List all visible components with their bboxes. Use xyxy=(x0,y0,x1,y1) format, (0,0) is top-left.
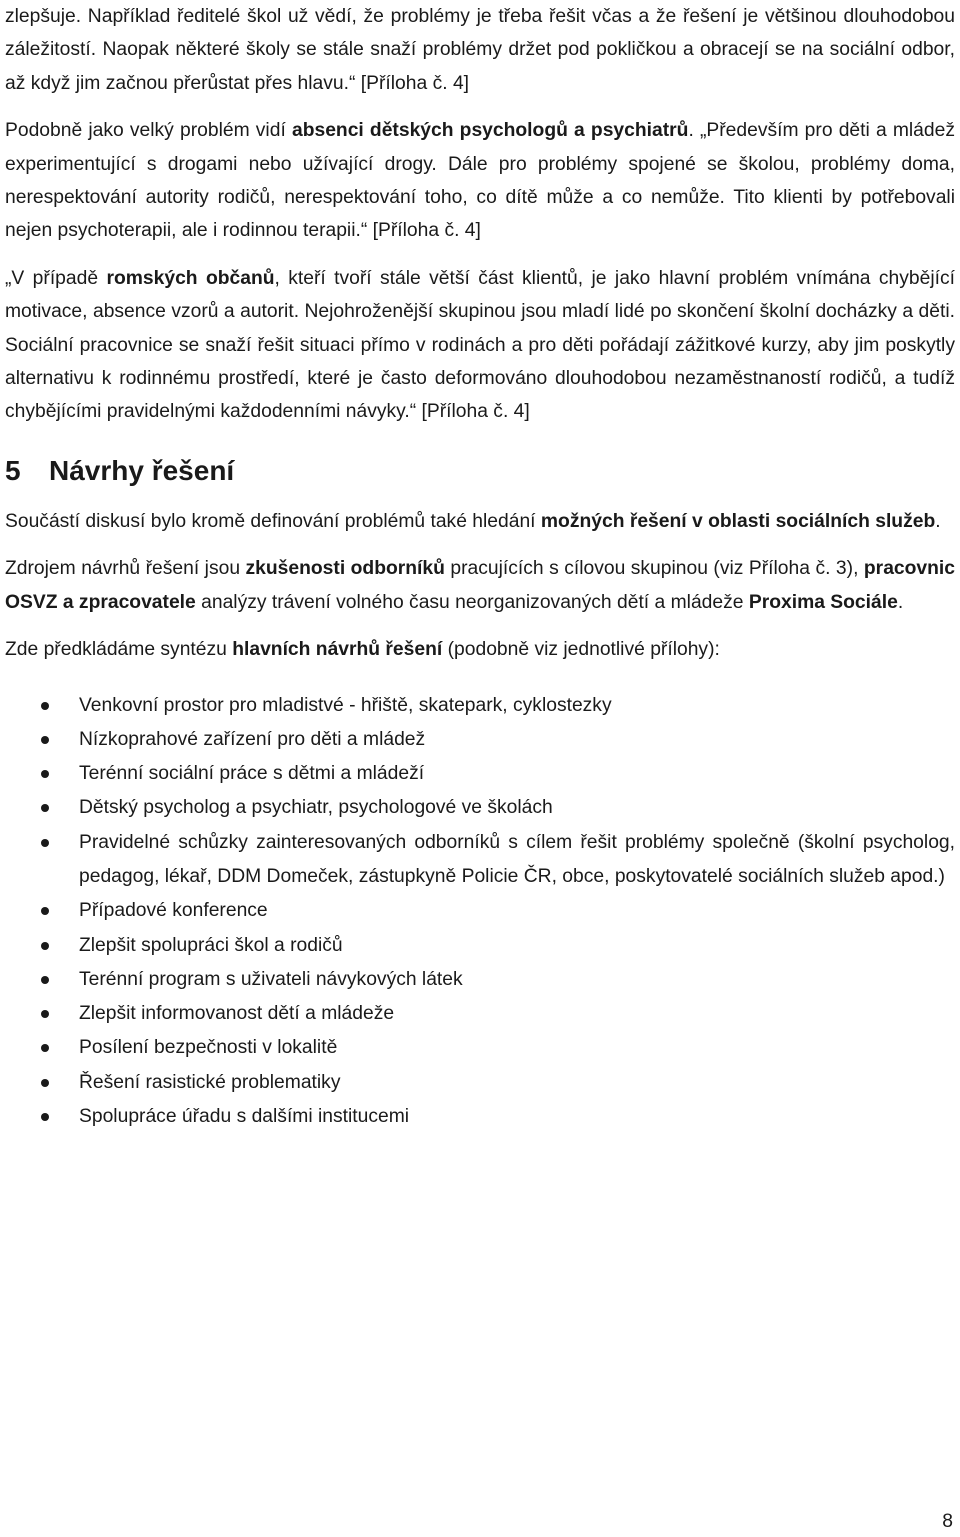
bullet-icon xyxy=(41,976,49,984)
paragraph-text: . xyxy=(897,591,904,613)
paragraph-text: . „Především pro děti a mládež experimentující s drogami nebo užívající drogy. Dále pro problémy spojené se školou, problémy doma, nerespektování autority rodičů, nerespektování toho, co dítě může a co nemůže. Tito klienti by potřebovali nejen psychoterapii, ale i rodinnou terapii.“ [Příloha č. 4] xyxy=(5,120,955,242)
paragraph-discussion xyxy=(5,505,955,538)
paragraph-text: pracujících s cílovou skupinou (viz Příloha č. 3), xyxy=(444,558,864,580)
section-heading xyxy=(5,451,955,491)
list-item xyxy=(5,689,955,723)
document-page xyxy=(5,0,955,1134)
section-title: Návrhy řešení xyxy=(49,454,235,486)
bullet-icon xyxy=(41,1010,49,1018)
paragraph-synthesis xyxy=(5,633,955,666)
bullet-icon xyxy=(41,736,49,744)
emphasis-text: zkušenosti odborníků xyxy=(245,558,445,580)
paragraph-text: Zde předkládáme syntézu xyxy=(5,639,233,661)
emphasis-text: pracovnic OSVZ a zpracovatele xyxy=(5,558,955,613)
list-item xyxy=(5,723,955,757)
list-item xyxy=(5,1100,955,1134)
paragraph-school-problems: zlepšuje. Například ředitelé škol už vědí, že problémy je třeba řešit včas a že řešení je většinou dlouhodobou záležitostí. Naopak některé školy se stále snaží problémy držet pod pokličkou a obracejí se na sociální odbor, až když jim začnou přerůstat přes hlavu.“ [Příloha č. 4] xyxy=(5,6,955,94)
bullet-icon xyxy=(41,942,49,950)
paragraph-text: , kteří tvoří stále větší část klientů, je jako hlavní problém vnímána chybějící motivace, absence vzorů a autorit. Nejohroženější skupinou jsou mladí lidé po skončení školní docházky a děti. Sociální pracovnice se snaží řešit situaci přímo v rodinách a pro děti pořádají zážitkové kurzy, aby jim poskytly alternativu k rodinnému prostředí, které je často deformováno dlouhodobou nezaměstnaností rodičů, a tudíž chybějícími pravidelnými každodenními návyky.“ [Příloha č. 4] xyxy=(5,267,955,423)
bullet-icon xyxy=(41,770,49,778)
bullet-icon xyxy=(41,907,49,915)
list-item-text: Zlepšit informovanost dětí a mládeže xyxy=(79,1003,395,1025)
page-number: 8 xyxy=(942,1511,953,1532)
paragraph-text: (podobně viz jednotlivé přílohy): xyxy=(442,639,720,661)
paragraph-text: . xyxy=(935,510,941,532)
bullet-icon xyxy=(41,839,49,847)
bullet-icon xyxy=(41,1079,49,1087)
list-item xyxy=(5,1066,955,1100)
paragraph-psychologists xyxy=(5,114,955,248)
list-item-text: Terénní program s uživateli návykových látek xyxy=(79,968,463,990)
emphasis-text: možných řešení v oblasti sociálních služeb xyxy=(540,510,936,532)
list-item-text: Zlepšit spolupráci škol a rodičů xyxy=(79,934,343,956)
list-item xyxy=(5,963,955,997)
list-item-text: Spolupráce úřadu s dalšími institucemi xyxy=(79,1106,410,1128)
list-item xyxy=(5,757,955,791)
paragraph-text: Součástí diskusí bylo kromě definování problémů také hledání xyxy=(5,510,541,532)
list-item xyxy=(5,826,955,895)
bullet-icon xyxy=(41,804,49,812)
list-item-text: Případové konference xyxy=(79,900,268,922)
emphasis-text: Proxima Sociále xyxy=(748,591,898,613)
emphasis-text: hlavních návrhů řešení xyxy=(232,639,443,661)
list-item-text: Pravidelné schůzky zainteresovaných odborníků s cílem řešit problémy společně (školní psycholog, pedagog, lékař, DDM Domeček, zástupkyně Policie ČR, obce, poskytovatelé sociálních služeb apod.) xyxy=(79,831,955,887)
list-item-text: Posílení bezpečnosti v lokalitě xyxy=(79,1037,338,1059)
paragraph-roma-citizens xyxy=(5,262,955,429)
paragraph-text: analýzy trávení volného času neorganizovaných dětí a mládeže xyxy=(195,591,749,613)
paragraph-sources xyxy=(5,552,955,619)
solutions-list xyxy=(5,689,955,1135)
emphasis-text: romských občanů xyxy=(106,267,275,289)
list-item xyxy=(5,1031,955,1065)
paragraph-text: Podobně jako velký problém vidí xyxy=(5,120,292,142)
bullet-icon xyxy=(41,1044,49,1052)
list-item xyxy=(5,894,955,928)
emphasis-text: absenci dětských psychologů a psychiatrů xyxy=(291,120,689,142)
list-item xyxy=(5,997,955,1031)
list-item-text: Venkovní prostor pro mladistvé - hřiště, skatepark, cyklostezky xyxy=(79,694,612,716)
list-item xyxy=(5,791,955,825)
list-item-text: Dětský psycholog a psychiatr, psychologové ve školách xyxy=(79,797,553,819)
bullet-icon xyxy=(41,1113,49,1121)
section-number: 5 xyxy=(5,454,21,486)
list-item xyxy=(5,929,955,963)
paragraph-text: „V případě xyxy=(5,267,107,289)
paragraph-text: Zdrojem návrhů řešení jsou xyxy=(5,558,246,580)
list-item-text: Terénní sociální práce s dětmi a mládeží xyxy=(79,763,425,785)
list-item-text: Nízkoprahové zařízení pro děti a mládež xyxy=(79,728,426,750)
bullet-icon xyxy=(41,702,49,710)
list-item-text: Řešení rasistické problematiky xyxy=(79,1071,341,1093)
